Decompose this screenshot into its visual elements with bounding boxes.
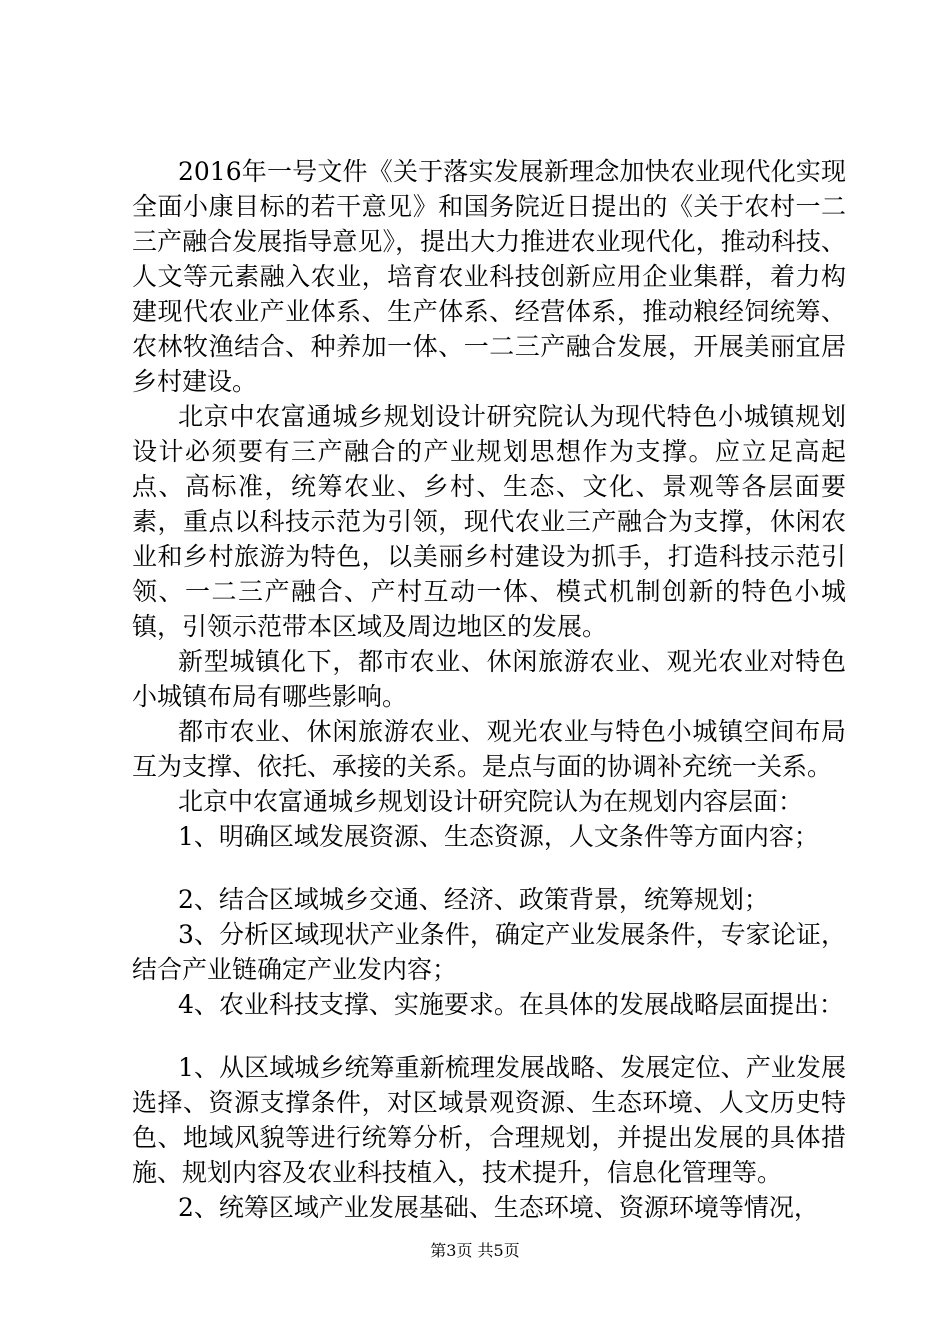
list-item-content-3: 3、分析区域现状产业条件，确定产业发展条件，专家论证，结合产业链确定产业发内容； (132, 920, 846, 984)
paragraph-institute-view: 北京中农富通城乡规划设计研究院认为现代特色小城镇规划设计必须要有三产融合的产业规划思想作为支撑。应立足高起点、高标准，统筹农业、乡村、生态、文化、景观等各层面要素，重点以科技示范为引领，现代农业三产融合为支撑，休闲农业和乡村旅游为特色，以美丽乡村建设为抓手，打造科技示范引领、一二三产融合、产村互动一体、模式机制创新的特色小城镇，引领示范带本区域及周边地区的发展。 (132, 402, 846, 641)
paragraph-spacer (132, 1022, 846, 1050)
paragraph-question: 新型城镇化下，都市农业、休闲旅游农业、观光农业对特色小城镇布局有哪些影响。 (132, 647, 846, 711)
list-item-strategy-1: 1、从区域城乡统筹重新梳理发展战略、发展定位、产业发展选择、资源支撑条件，对区域景观资源、生态环境、人文历史特色、地域风貌等进行统筹分析，合理规划，并提出发展的具体措施、规划内容及农业科技植入，技术提升，信息化管理等。 (132, 1053, 846, 1187)
list-item-content-2: 2、结合区域城乡交通、经济、政策背景，统筹规划； (178, 885, 769, 914)
list-item-strategy-2: 2、统筹区域产业发展基础、生态环境、资源环境等情况， (178, 1193, 819, 1222)
paragraph-policy-intro: 2016年一号文件《关于落实发展新理念加快农业现代化实现全面小康目标的若干意见》和国务院近日提出的《关于农村一二三产融合发展指导意见》，提出大力推进农业现代化，推动科技、人文等元素融入农业，培育农业科技创新应用企业集群，着力构建现代农业产业体系、生产体系、经营体系，推动粮经饲统筹、农林牧渔结合、种养加一体、一二三产融合发展，开展美丽宜居乡村建设。 (132, 157, 846, 396)
paragraph-relationship: 都市农业、休闲旅游农业、观光农业与特色小城镇空间布局互为支撑、依托、承接的关系。是点与面的协调补充统一关系。 (132, 717, 846, 781)
list-item-content-4: 4、农业科技支撑、实施要求。在具体的发展战略层面提出： (178, 990, 844, 1019)
list-item-content-1: 1、明确区域发展资源、生态资源，人文条件等方面内容； (178, 822, 819, 851)
document-body (132, 154, 846, 1225)
paragraph-spacer (132, 854, 846, 882)
paragraph-planning-content-intro: 北京中农富通城乡规划设计研究院认为在规划内容层面： (178, 787, 804, 816)
page-number-footer: 第3页 共5页 (430, 1241, 520, 1260)
